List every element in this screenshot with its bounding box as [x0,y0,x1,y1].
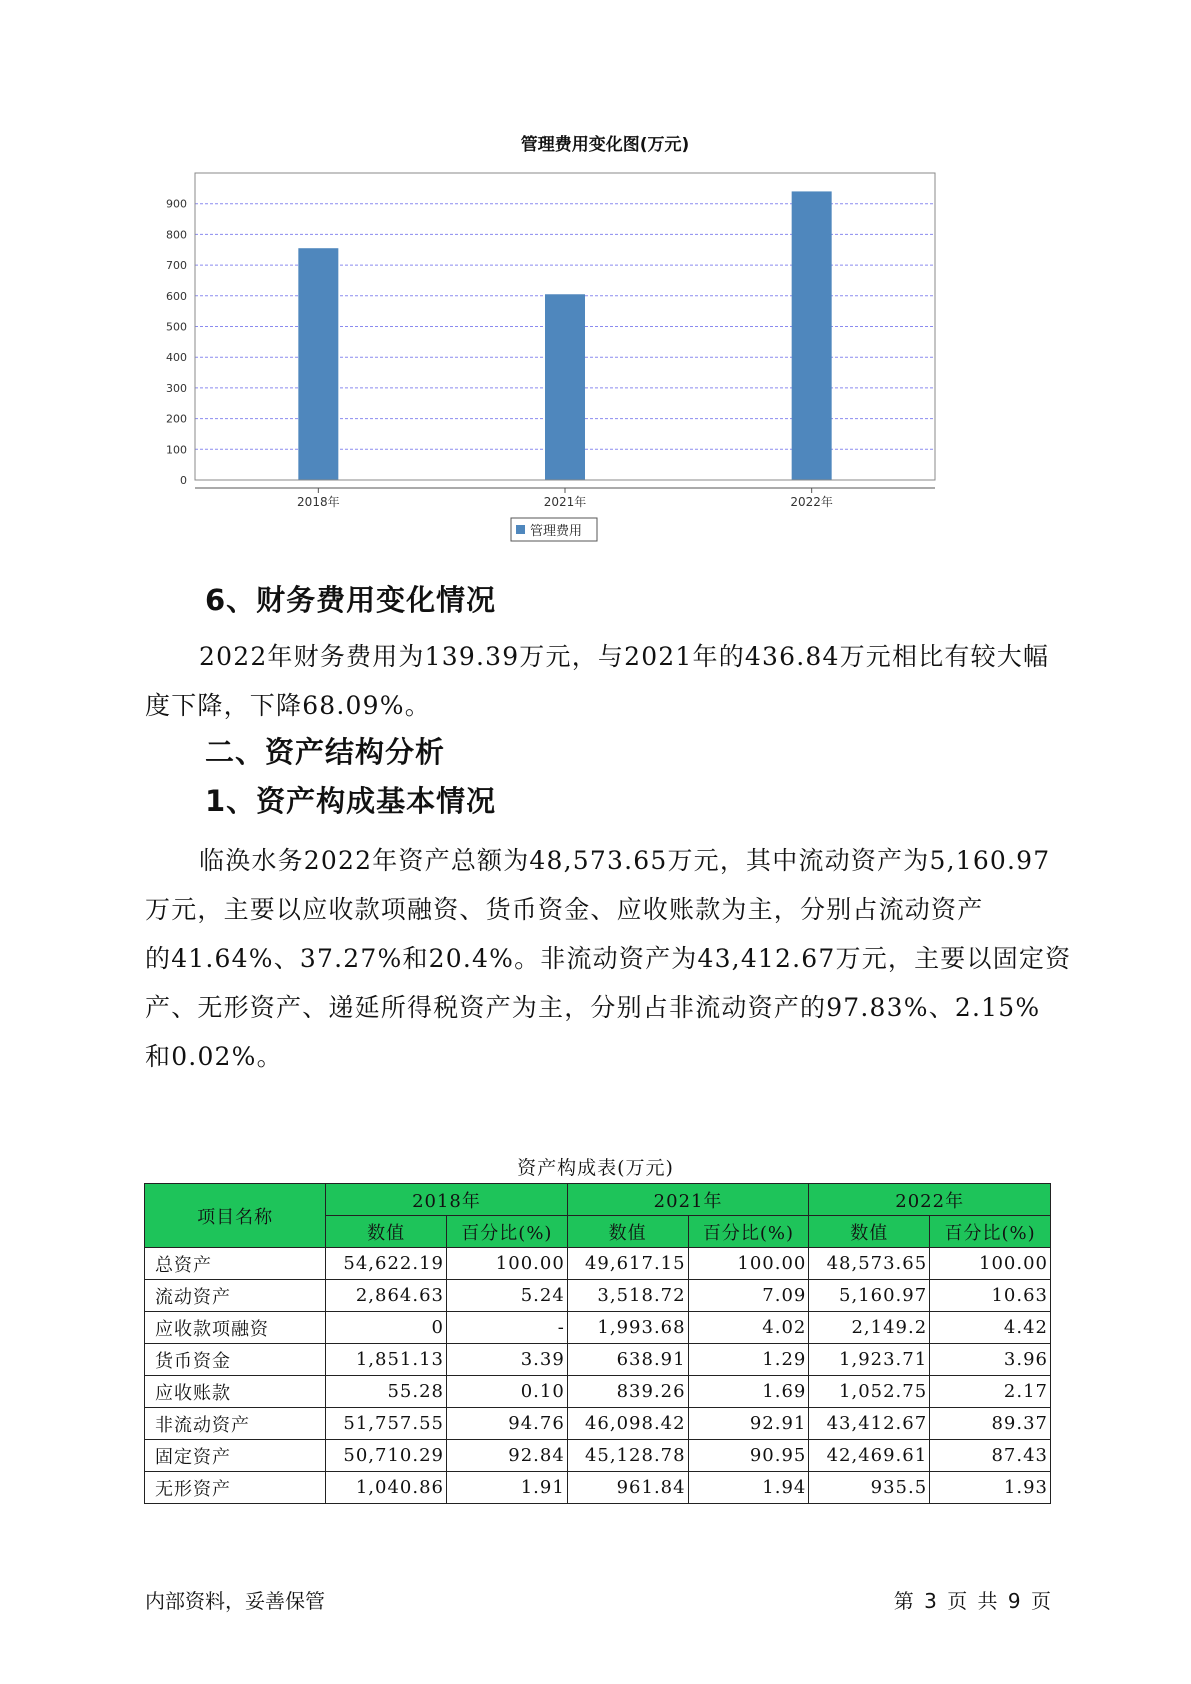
percent-cell: 87.43 [930,1440,1051,1472]
footer-confidential: 内部资料，妥善保管 [145,1589,325,1613]
asset-paragraph [145,836,1072,1081]
paragraph-line: 的41.64%、37.27%和20.4%。非流动资产为43,412.67万元，主要以固定资 [145,944,1072,973]
paragraph-line: 2022年财务费用为139.39万元，与2021年的436.84万元相比有较大幅 [199,642,1050,671]
y-tick-label: 200 [166,412,187,426]
value-cell: 55.28 [326,1376,447,1408]
y-tick-label: 700 [166,259,187,273]
row-label: 应收款项融资 [145,1312,326,1344]
table-row [145,1344,1051,1376]
y-tick-label: 500 [166,320,187,334]
percent-cell: 1.93 [930,1472,1051,1504]
value-cell: 5,160.97 [809,1280,930,1312]
header-percent: 百分比(%) [688,1216,809,1248]
table-row [145,1312,1051,1344]
asset-section-heading: 二、资产结构分析 [205,735,446,769]
value-cell: 49,617.15 [567,1248,688,1280]
y-tick-label: 300 [166,381,187,395]
asset-subsection-heading: 1、资产构成基本情况 [205,784,497,818]
header-year: 2018年 [326,1184,568,1216]
value-cell: 48,573.65 [809,1248,930,1280]
legend-swatch [516,525,525,534]
value-cell: 1,052.75 [809,1376,930,1408]
footer-page-number: 第 3 页 共 9 页 [893,1589,1051,1613]
percent-cell: 3.39 [446,1344,567,1376]
section6-heading: 6、财务费用变化情况 [205,583,497,617]
percent-cell: 100.00 [688,1248,809,1280]
value-cell: 839.26 [567,1376,688,1408]
percent-cell: 4.02 [688,1312,809,1344]
row-label: 总资产 [145,1248,326,1280]
percent-cell: 1.91 [446,1472,567,1504]
value-cell: 961.84 [567,1472,688,1504]
asset-composition-table [144,1183,1051,1504]
header-value: 数值 [567,1216,688,1248]
percent-cell: 100.00 [446,1248,567,1280]
percent-cell: 1.29 [688,1344,809,1376]
value-cell: 638.91 [567,1344,688,1376]
percent-cell: 1.94 [688,1472,809,1504]
value-cell: 46,098.42 [567,1408,688,1440]
percent-cell: 92.91 [688,1408,809,1440]
bar [298,248,338,480]
chart-y-axis [166,198,187,487]
value-cell: 43,412.67 [809,1408,930,1440]
bar [545,294,585,480]
percent-cell: 92.84 [446,1440,567,1472]
x-tick-label: 2022年 [790,495,833,509]
section6-paragraph [145,632,1055,730]
paragraph-line: 临涣水务2022年资产总额为48,573.65万元，其中流动资产为5,160.97 [199,846,1051,875]
y-tick-label: 400 [166,351,187,365]
value-cell: 45,128.78 [567,1440,688,1472]
header-value: 数值 [326,1216,447,1248]
chart-title: 管理费用变化图(万元) [520,135,690,155]
table-row [145,1248,1051,1280]
value-cell: 54,622.19 [326,1248,447,1280]
y-tick-label: 0 [180,474,187,487]
header-value: 数值 [809,1216,930,1248]
legend-label: 管理费用 [530,524,583,539]
header-year: 2022年 [809,1184,1051,1216]
y-tick-label: 800 [166,228,187,242]
value-cell: 0 [326,1312,447,1344]
value-cell: 3,518.72 [567,1280,688,1312]
paragraph-line: 万元，主要以应收款项融资、货币资金、应收账款为主，分别占流动资产 [145,895,984,924]
row-label: 应收账款 [145,1376,326,1408]
value-cell: 1,923.71 [809,1344,930,1376]
value-cell: 1,040.86 [326,1472,447,1504]
percent-cell: 1.69 [688,1376,809,1408]
table-row [145,1472,1051,1504]
y-tick-label: 100 [166,443,187,457]
value-cell: 1,851.13 [326,1344,447,1376]
value-cell: 1,993.68 [567,1312,688,1344]
y-tick-label: 600 [166,289,187,303]
row-label: 无形资产 [145,1472,326,1504]
value-cell: 42,469.61 [809,1440,930,1472]
percent-cell: 100.00 [930,1248,1051,1280]
header-item-name: 项目名称 [145,1184,326,1248]
percent-cell: 10.63 [930,1280,1051,1312]
percent-cell: 2.17 [930,1376,1051,1408]
value-cell: 2,149.2 [809,1312,930,1344]
header-percent: 百分比(%) [930,1216,1051,1248]
value-cell: 935.5 [809,1472,930,1504]
table-row [145,1408,1051,1440]
percent-cell: 5.24 [446,1280,567,1312]
value-cell: 2,864.63 [326,1280,447,1312]
table-row [145,1280,1051,1312]
chart-legend [511,518,597,541]
row-label: 非流动资产 [145,1408,326,1440]
value-cell: 50,710.29 [326,1440,447,1472]
x-tick-label: 2021年 [543,495,587,509]
percent-cell: 3.96 [930,1344,1051,1376]
row-label: 固定资产 [145,1440,326,1472]
table-row [145,1376,1051,1408]
percent-cell: 94.76 [446,1408,567,1440]
chart-x-axis [297,488,833,509]
table-caption: 资产构成表(万元) [517,1157,674,1179]
percent-cell: - [446,1312,567,1344]
bar [792,191,832,480]
y-tick-label: 900 [166,197,187,211]
row-label: 流动资产 [145,1280,326,1312]
paragraph-line: 和0.02%。 [145,1042,283,1071]
percent-cell: 0.10 [446,1376,567,1408]
header-year: 2021年 [567,1184,809,1216]
admin-expense-chart [150,130,1050,600]
row-label: 货币资金 [145,1344,326,1376]
paragraph-line: 产、无形资产、递延所得税资产为主，分别占非流动资产的97.83%、2.15% [145,993,1041,1022]
x-tick-label: 2018年 [297,495,340,509]
value-cell: 51,757.55 [326,1408,447,1440]
header-percent: 百分比(%) [446,1216,567,1248]
percent-cell: 7.09 [688,1280,809,1312]
table-row [145,1440,1051,1472]
percent-cell: 90.95 [688,1440,809,1472]
paragraph-line: 度下降，下降68.09%。 [145,691,431,720]
table-body [145,1248,1051,1504]
percent-cell: 4.42 [930,1312,1051,1344]
percent-cell: 89.37 [930,1408,1051,1440]
